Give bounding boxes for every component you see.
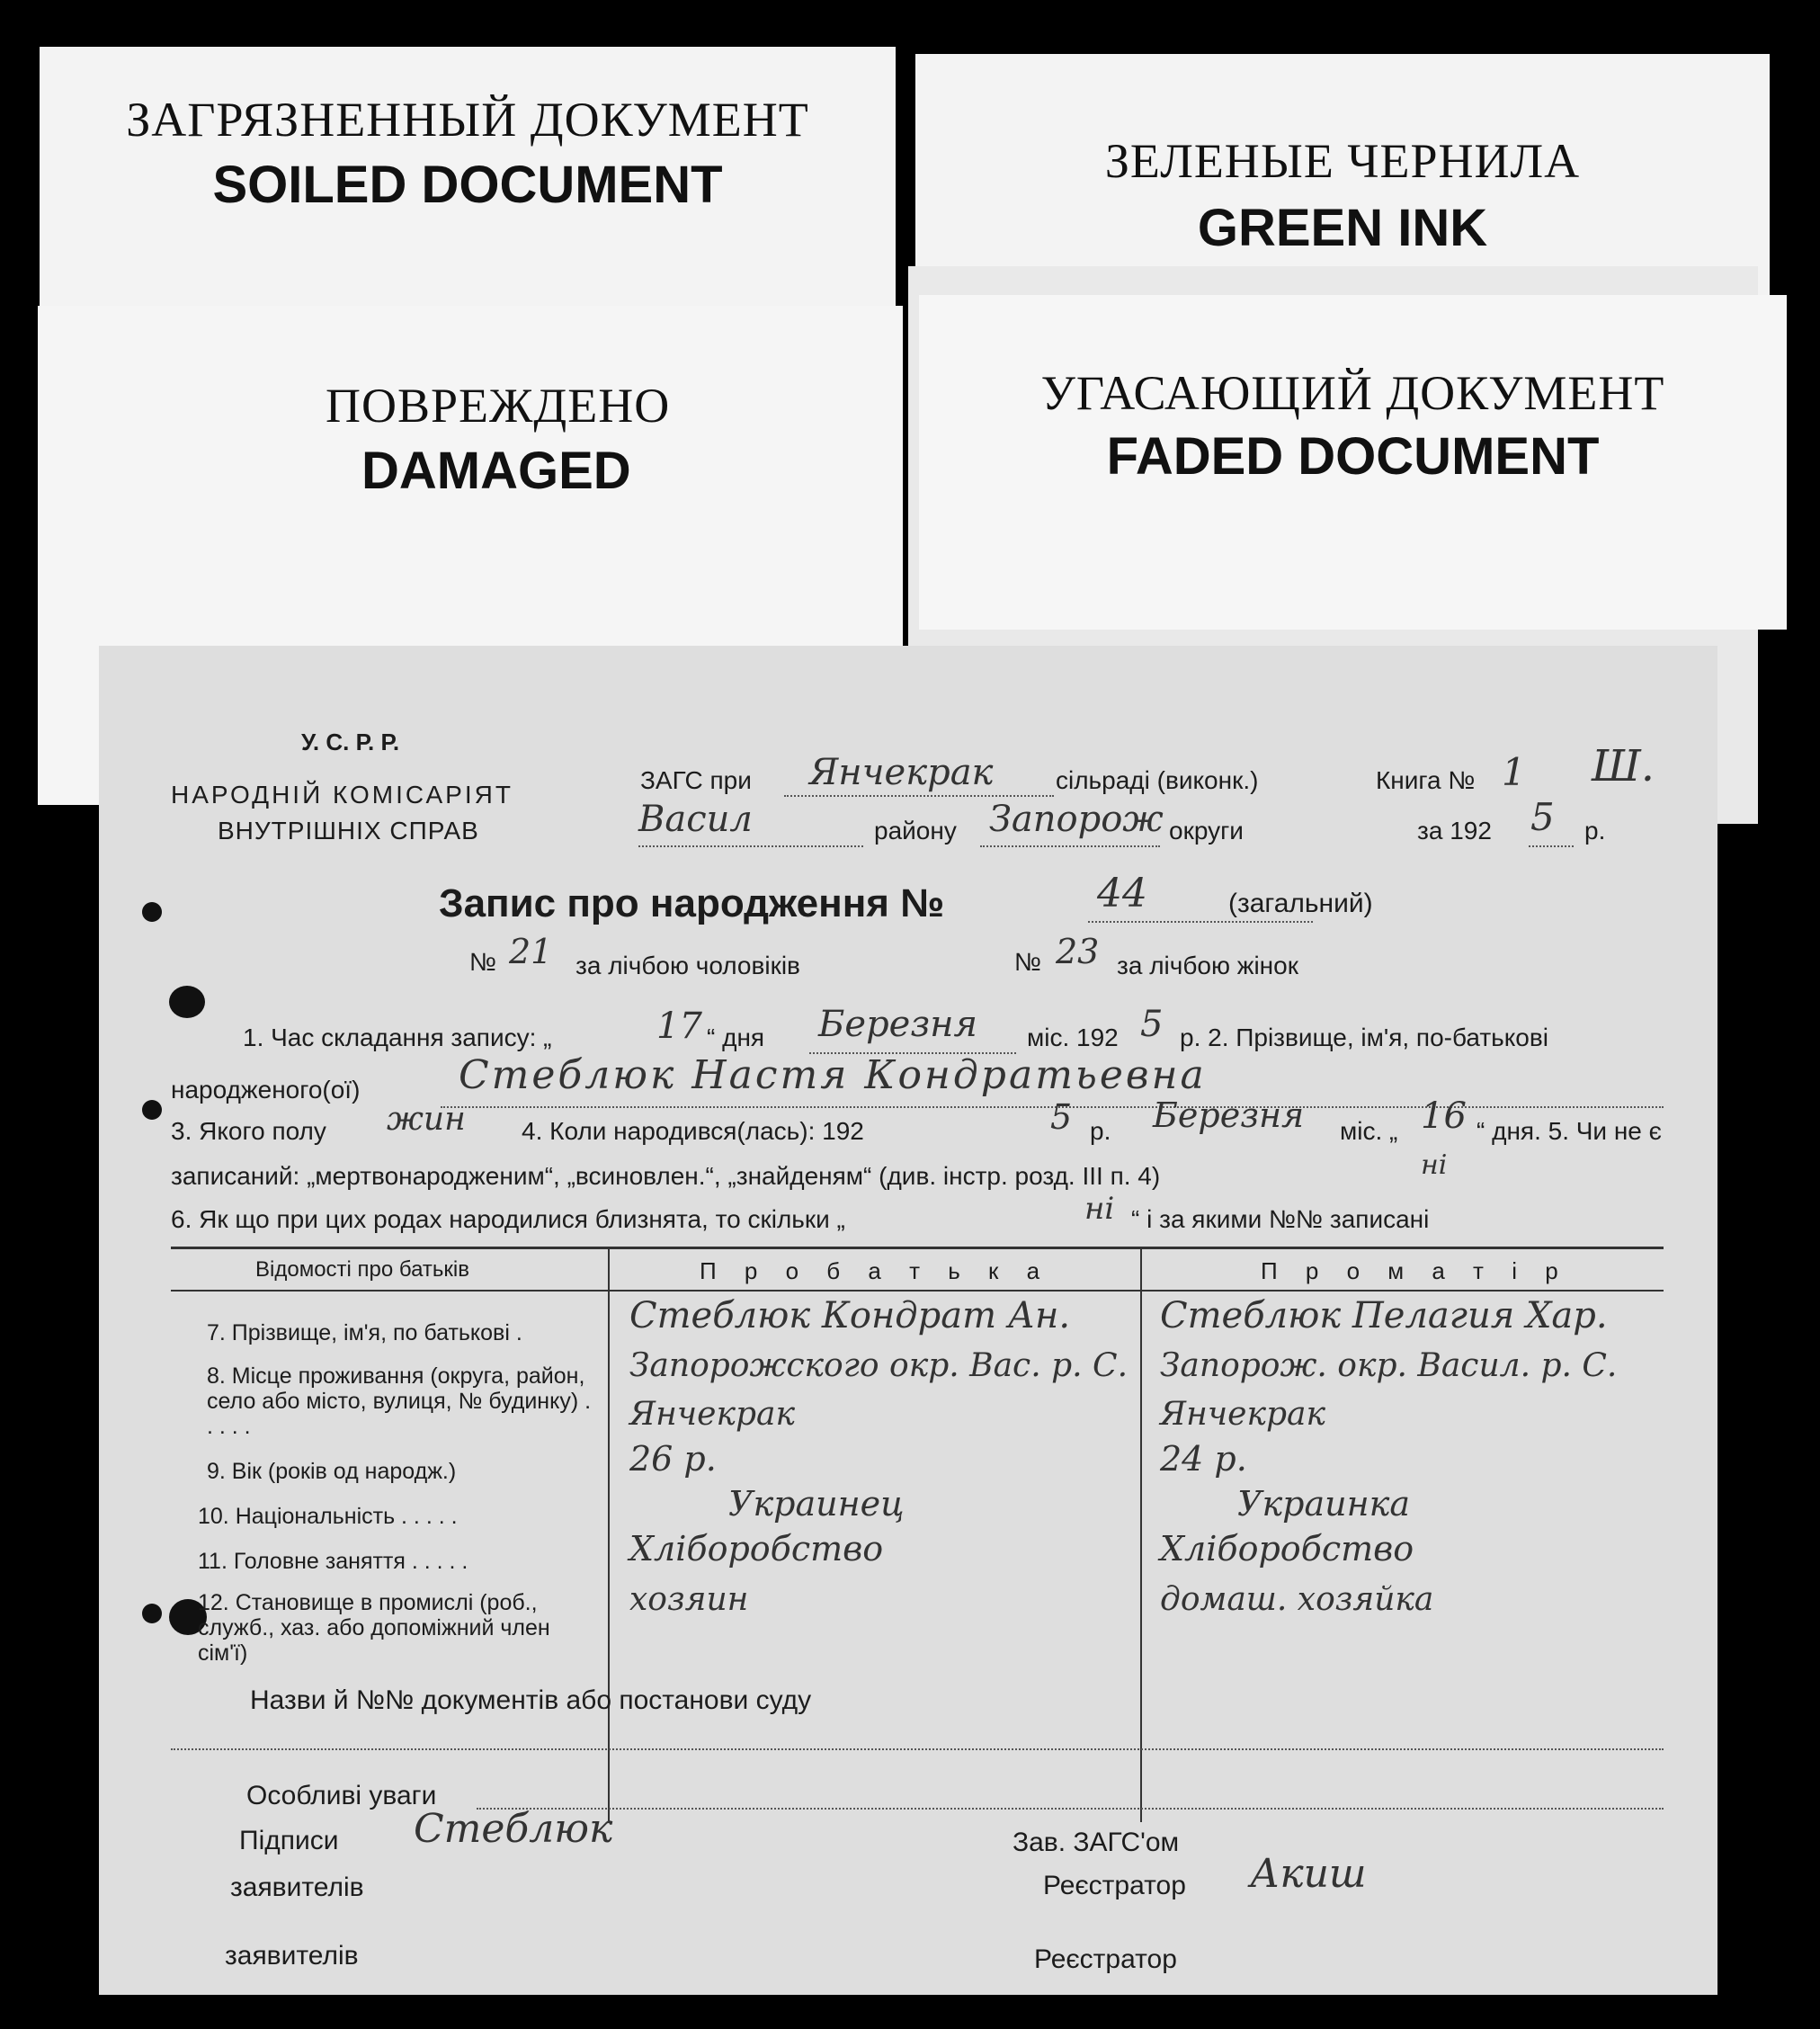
table-col-father: П р о б а т ь к а xyxy=(700,1257,1051,1284)
line1-day-label: “ дня xyxy=(707,1023,765,1051)
table-row-label: 9. Вік (років од народж.) xyxy=(207,1459,457,1484)
table-top-rule xyxy=(171,1247,1664,1249)
father-residence-value: Запорожского окр. Вас. р. С. Янчекрак xyxy=(629,1347,1129,1433)
table-col-parents: Відомості про батьків xyxy=(255,1257,469,1282)
year-prefix-label: за 192 xyxy=(1417,817,1492,845)
zags-line xyxy=(784,795,1054,797)
green-ink-card xyxy=(915,54,1770,297)
birth-record-form xyxy=(99,646,1717,1995)
mother-name-value: Стеблюк Пелагия Хар. xyxy=(1160,1295,1608,1336)
mother-occupation-value: Хлiборобство xyxy=(1160,1529,1414,1569)
soiled-label-ru: ЗАГРЯЗНЕННЫЙ ДОКУМЕНТ xyxy=(126,93,809,147)
line1-name-label: р. 2. Прізвище, ім'я, по-батькові xyxy=(1180,1023,1548,1051)
punch-hole xyxy=(142,1604,162,1623)
sex-value: жин xyxy=(387,1101,466,1138)
line3-born-label: 4. Коли народився(лась): 192 xyxy=(522,1117,864,1145)
signatures-label: Підписи xyxy=(239,1826,339,1855)
record-title: Запис про народження № xyxy=(439,881,945,925)
line3-sex-label: 3. Якого полу xyxy=(171,1117,326,1145)
zags-head-label: Зав. ЗАГС'ом xyxy=(1013,1828,1180,1857)
line3-r-label: р. xyxy=(1090,1117,1111,1145)
bottom-applicants-label: заявителів xyxy=(225,1941,359,1971)
damaged-label-en: DAMAGED xyxy=(361,442,631,500)
year-value: 5 xyxy=(1530,795,1555,839)
father-occupation-value: Хлiборобство xyxy=(629,1529,884,1569)
mother-nationality-value: Украинка xyxy=(1237,1484,1410,1524)
okrug-label: округи xyxy=(1169,817,1244,845)
table-row-label: 10. Національність . . . . . xyxy=(198,1504,458,1529)
line1-year-value: 5 xyxy=(1140,1004,1164,1045)
okrug-line xyxy=(980,845,1160,847)
documents-label: Назви й №№ документів або постанови суду xyxy=(250,1685,812,1715)
raion-line xyxy=(638,845,863,847)
commissariat-label: НАРОДНІЙ КОМІСАРІЯТ xyxy=(171,781,513,809)
table-divider-1 xyxy=(608,1247,610,1822)
newborn-name-value: Стеблюк Настя Кондратьевна xyxy=(459,1052,1207,1098)
damaged-label-ru: ПОВРЕЖДЕНО xyxy=(326,379,671,433)
mother-age-value: 24 р. xyxy=(1160,1439,1247,1479)
okrug-value: Запорож xyxy=(989,799,1164,840)
internal-affairs-label: ВНУТРІШНІХ СПРАВ xyxy=(218,817,479,845)
born-month-value: Березня xyxy=(1153,1095,1305,1135)
faded-label-en: FADED DOCUMENT xyxy=(1106,427,1600,486)
table-row-label: 11. Головне заняття . . . . . xyxy=(198,1549,468,1574)
father-age-value: 26 р. xyxy=(629,1439,717,1479)
line1-time-label: 1. Час складання запису: „ xyxy=(243,1023,552,1051)
line1-day-value: 17 xyxy=(656,1006,702,1047)
notes-label: Особливі уваги xyxy=(246,1781,437,1810)
punch-hole xyxy=(169,986,205,1018)
table-col-mother: П р о м а т і р xyxy=(1261,1257,1569,1284)
father-name-value: Стеблюк Кондрат Ан. xyxy=(629,1295,1071,1336)
father-status-value: хозяин xyxy=(629,1581,749,1618)
stillborn-value: ні xyxy=(1421,1149,1448,1181)
green-label-en: GREEN INK xyxy=(1197,199,1488,257)
documents-line xyxy=(171,1748,1664,1750)
line1-year-label: міс. 192 xyxy=(1027,1023,1119,1051)
men-number-value: 21 xyxy=(509,932,553,971)
faded-document-card xyxy=(919,295,1787,630)
kniga-mark: Ш. xyxy=(1592,741,1655,791)
line5-twins-suffix: “ і за якими №№ записані xyxy=(1131,1205,1430,1233)
line3-day-label: “ дня. 5. Чи не є xyxy=(1477,1117,1662,1145)
year-suffix-label: р. xyxy=(1584,817,1606,845)
mother-status-value: домаш. хозяйка xyxy=(1160,1581,1434,1618)
line3-month-label: міс. „ xyxy=(1340,1117,1398,1145)
line5-twins-label: 6. Як що при цих родах народилися близнята, то скільки „ xyxy=(171,1205,845,1233)
table-row-label: 8. Місце проживання (округа, район, село або місто, вулиця, № будинку) . . . . . xyxy=(207,1363,592,1439)
soiled-document-card xyxy=(40,47,896,317)
ussr-label: У. С. Р. Р. xyxy=(301,728,400,755)
born-year-value: 5 xyxy=(1050,1097,1073,1137)
raion-label: району xyxy=(874,817,957,845)
mother-residence-value: Запорож. окр. Васил. р. С. Янчекрак xyxy=(1160,1347,1618,1433)
green-label-ru: ЗЕЛЕНЫЕ ЧЕРНИЛА xyxy=(1104,134,1581,188)
women-count-label: за лічбою жінок xyxy=(1117,952,1298,979)
punch-hole xyxy=(142,902,162,922)
record-general-label: (загальний) xyxy=(1228,889,1373,918)
line1-month-value: Березня xyxy=(818,1004,977,1045)
applicant-signature: Стеблюк xyxy=(414,1806,613,1852)
line4-stillborn-label: записаний: „мертвонародженим“, „всиновлен.“, „знайденям“ (див. інстр. розд. III п. 4) xyxy=(171,1162,1161,1190)
line2-newborn-label: народженого(ої) xyxy=(171,1076,361,1104)
punch-hole xyxy=(142,1100,162,1120)
kniga-label: Книга № xyxy=(1376,766,1476,794)
father-nationality-value: Украинец xyxy=(728,1484,905,1524)
notes-line xyxy=(477,1808,1664,1810)
record-number-line xyxy=(1088,921,1313,923)
table-row-label: 12. Становище в промислі (роб., служб., хаз. або допоміжний член сім'ї) xyxy=(198,1590,550,1666)
faded-label-ru: УГАСАЮЩИЙ ДОКУМЕНТ xyxy=(1040,366,1665,420)
women-number-value: 23 xyxy=(1056,932,1100,971)
table-divider-2 xyxy=(1140,1247,1142,1822)
applicants-label: заявителів xyxy=(230,1873,364,1902)
twins-value: ні xyxy=(1084,1191,1115,1227)
men-count-label: за лічбою чоловіків xyxy=(575,952,800,979)
record-number: 44 xyxy=(1097,871,1147,916)
registrar-label: Реєстратор xyxy=(1043,1871,1186,1900)
zags-pri-label: ЗАГС при xyxy=(640,766,752,794)
men-number-prefix: № xyxy=(469,948,497,976)
table-row-label: 7. Прізвище, ім'я, по батькові . xyxy=(207,1320,522,1345)
kniga-value: 1 xyxy=(1502,750,1526,794)
table-header-rule xyxy=(171,1290,1664,1292)
year-line xyxy=(1529,845,1574,847)
zags-value: Янчекрак xyxy=(809,752,994,793)
registrar-signature: Акиш xyxy=(1250,1851,1367,1897)
soiled-label-en: SOILED DOCUMENT xyxy=(212,156,723,214)
born-day-value: 16 xyxy=(1421,1095,1467,1137)
silradi-label: сільраді (виконк.) xyxy=(1056,766,1259,794)
women-number-prefix: № xyxy=(1014,948,1042,976)
raion-value: Васил xyxy=(638,799,753,840)
bottom-registrar-label: Реєстратор xyxy=(1034,1944,1177,1974)
